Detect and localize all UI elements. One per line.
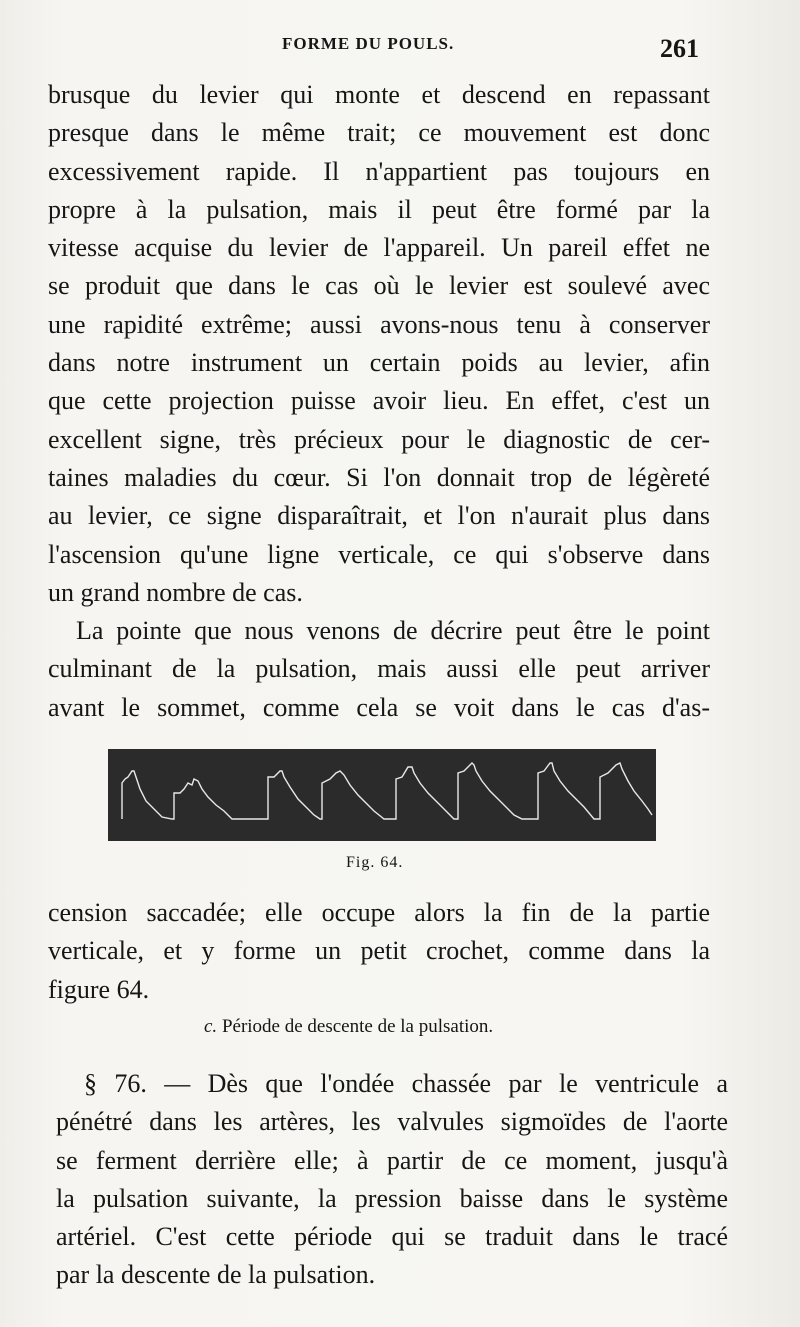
text-line: se produit que dans le cas où le levier est soulevé avec <box>48 271 710 301</box>
text-line: la pulsation suivante, la pression baisse dans le système <box>56 1183 728 1213</box>
page-number: 261 <box>660 34 699 63</box>
text-line: taines maladies du cœur. Si l'on donnait trop de légèreté <box>48 462 710 492</box>
text-line: brusque du levier qui monte et descend en repassant <box>48 80 710 109</box>
text-line: pénétré dans les artères, les valvules sigmoïdes de l'aorte <box>56 1107 728 1137</box>
text-line: § 76. — Dès que l'ondée chassée par le ventricule a <box>84 1069 728 1098</box>
running-head: FORME DU POULS. <box>282 34 455 53</box>
text-line: verticale, et y forme un petit crochet, comme dans la <box>48 936 710 966</box>
text-line: excellent signe, très précieux pour le diagnostic de cer- <box>48 424 710 454</box>
text-line: vitesse acquise du levier de l'appareil. Un pareil effet ne <box>48 233 710 263</box>
text-line: que cette projection puisse avoir lieu. En effet, c'est un <box>48 386 710 416</box>
text-line: un grand nombre de cas. <box>48 577 303 607</box>
section-letter: c. <box>204 1016 218 1037</box>
section-title: Période de descente de la pulsation. <box>221 1016 494 1037</box>
text-line: l'ascension qu'une ligne verticale, ce qui s'observe dans <box>48 539 710 569</box>
text-line: avant le sommet, comme cela se voit dans le cas d'as- <box>48 692 710 722</box>
paragraph-pulse-projection <box>48 76 710 727</box>
text-line: culminant de la pulsation, mais aussi elle peut arriver <box>48 654 710 684</box>
text-line: presque dans le même trait; ce mouvement est donc <box>48 118 710 148</box>
text-line: propre à la pulsation, mais il peut être formé par la <box>48 194 710 224</box>
text-line: se ferment derrière elle; à partir de ce moment, jusqu'à <box>56 1145 728 1175</box>
paragraph-section-76 <box>56 1065 728 1295</box>
text-line: excessivement rapide. Il n'appartient pas toujours en <box>48 156 710 186</box>
text-line: cension saccadée; elle occupe alors la fin de la partie <box>48 898 710 927</box>
figure-caption: Fig. 64. <box>346 854 404 871</box>
pulse-tracing-icon <box>108 749 656 841</box>
text-line: dans notre instrument un certain poids au levier, afin <box>48 348 710 378</box>
figure-64-pulse-tracing <box>108 749 656 841</box>
text-line: au levier, ce signe disparaîtrait, et l'on n'aurait plus dans <box>48 501 710 531</box>
text-line: artériel. C'est cette période qui se traduit dans le tracé <box>56 1222 728 1252</box>
paragraph-saccade <box>48 894 710 1009</box>
text-line: par la descente de la pulsation. <box>56 1260 376 1290</box>
section-heading <box>204 1016 493 1038</box>
text-line: La pointe que nous venons de décrire peut être le point <box>76 616 710 646</box>
text-line: figure 64. <box>48 974 150 1004</box>
text-line: une rapidité extrême; aussi avons-nous tenu à conserver <box>48 309 710 339</box>
